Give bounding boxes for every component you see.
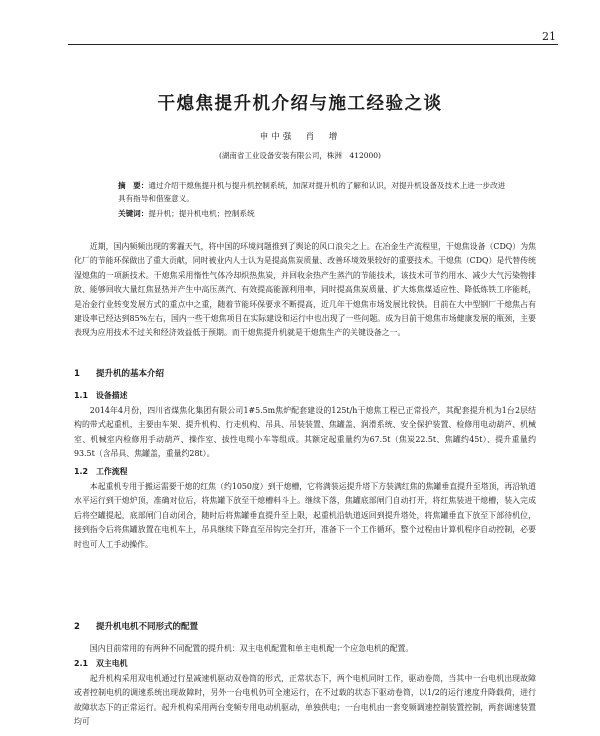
section-1-2-number: 1.2 — [74, 467, 88, 476]
section-2-intro — [74, 642, 536, 656]
abstract — [118, 179, 508, 205]
keywords-label: 关键词： — [118, 209, 149, 218]
section-1-heading — [74, 367, 164, 379]
page-number: 21 — [542, 30, 556, 43]
section-2-intro-paragraph: 国内目前常用的有两种不同配置的提升机：双主电机配置和单主电机配一个应急电机的配置。 — [89, 644, 414, 653]
keywords — [118, 208, 255, 219]
section-2-1-title: 双主电机 — [96, 659, 128, 668]
section-1-2-body — [74, 480, 536, 552]
section-1-1-number: 1.1 — [74, 391, 88, 400]
section-1-1-title: 设备描述 — [96, 391, 128, 400]
section-2-1-paragraph: 起升机构采用双电机通过行星减速机驱动双卷筒的形式，正常状态下，两个电机同时工作，驱动卷筒，当其中一台电机出现故障或者控制电机的调速系统出现故障时，另外一台电机仍可全速运行，在不过载的状态下驱动卷筒，以1/2的运行速度升降载荷，进行故障状态下的正常运行。起升机构采用两台变频专用电动机驱动，单独供电；一台电机由一套变频调速控制装置控制，两套调速装置均可 — [74, 674, 536, 727]
section-2-heading — [74, 620, 198, 632]
section-1-2-title: 工作流程 — [96, 467, 128, 476]
authors: 申中强 肖 增 — [259, 132, 341, 142]
affiliation: (湖南省工业设备安装有限公司，株洲 412000) — [219, 151, 381, 160]
section-1-title: 提升机的基本介绍 — [96, 369, 165, 379]
section-1-2-heading — [74, 466, 128, 477]
section-1-2-paragraph: 本起重机专用于搬运需要干熄的红焦（约1050度）到干熄槽，它将满装运提升塔下方装满红焦的焦罐垂直提升至塔顶，再沿轨道水平运行到干熄炉顶，准确对位后，将焦罐下放至干熄槽料斗上。继续下落，焦罐底部闸门自动打开，将红焦装进干熄槽，装入完成后将空罐提起，底部闸门自动闭合，随时后将焦罐垂直提升至上限，起重机沿轨道返回到提升塔处，将焦罐垂直下放至下部待机位，接到指令后将焦罐放置在电机车上，吊具继续下降直至吊钩完全打开，准备下一个工作循环，整个过程由计算机程序自动控制，必要时也可人工手动操作。 — [74, 482, 536, 549]
section-2-1-body — [74, 672, 536, 730]
section-2-1-number: 2.1 — [74, 659, 88, 668]
section-2-1-heading — [74, 658, 128, 669]
section-2-title: 提升机电机不同形式的配置 — [96, 622, 199, 632]
abstract-label: 摘 要： — [118, 181, 149, 190]
abstract-text: 通过介绍干熄焦提升机与提升机控制系统，加深对提升机的了解和认识，对提升机设备及技术上进一步改进具有指导和借鉴意义。 — [118, 181, 506, 203]
header-rule — [68, 44, 558, 45]
keywords-text: 提升机；提升机电机；控制系统 — [148, 209, 255, 218]
section-1-number: 1 — [74, 369, 80, 379]
section-1-1-body — [74, 404, 536, 462]
introduction — [74, 240, 536, 341]
section-1-1-heading — [74, 390, 128, 401]
section-2-number: 2 — [74, 622, 80, 632]
intro-paragraph: 近期，国内频频出现的雾霾天气，将中国的环境问题推到了舆论的风口浪尖之上。在冶金生产流程里，干熄焦设备（CDQ）为焦化厂的节能环保做出了重大贡献，同时被业内人士认为是提高焦炭质量、改善环境效果较好的重要技术。干熄焦（CDQ）是代替传统湿熄焦的一项新技术。干熄焦采用惰性气体冷却炽热焦炭，并回收余热产生蒸汽的节能技术，该技术可节约用水、减少大气污染物排放、能够回收大量红焦显热并产生中高压蒸汽、有效提高能源利用率，同时提高焦炭质量、扩大炼焦煤适应性、降低炼铁工序能耗，是冶金行业转变发展方式的重点中之重，随着节能环保要求不断提高，近几年干熄焦市场发展比较快。目前在大中型钢厂干熄焦占有建设率已经达到85%左右，国内一些干熄焦项目在实际建设和运行中也出现了一些问题。成为目前干熄焦市场健康发展的瓶颈，主要表现为应用技术不过关和经济效益低于预期。而干熄焦提升机就是干熄焦生产的关键设备之一。 — [74, 242, 536, 338]
section-1-1-paragraph: 2014年4月份，四川省煤焦化集团有限公司1#5.5m焦炉配套建设的125t/h干熄焦工程已正常投产，其配套提升机为1台2层结构的带式起重机，主要由车架、提升机构、行走机构、吊具、吊装装置、焦罐盖、润滑系统、安全保护装置、检修用电动葫芦、机械室、机械室内检修用手动葫芦、操作室、拔性电缆小车等组成。其额定起重量约为67.5t（焦炭22.5t、焦罐约45t）、提升重量约93.5t（含吊具、焦罐盖，重量约28t）。 — [74, 406, 536, 459]
paper-title: 干熄焦提升机介绍与施工经验之谈 — [157, 94, 443, 114]
